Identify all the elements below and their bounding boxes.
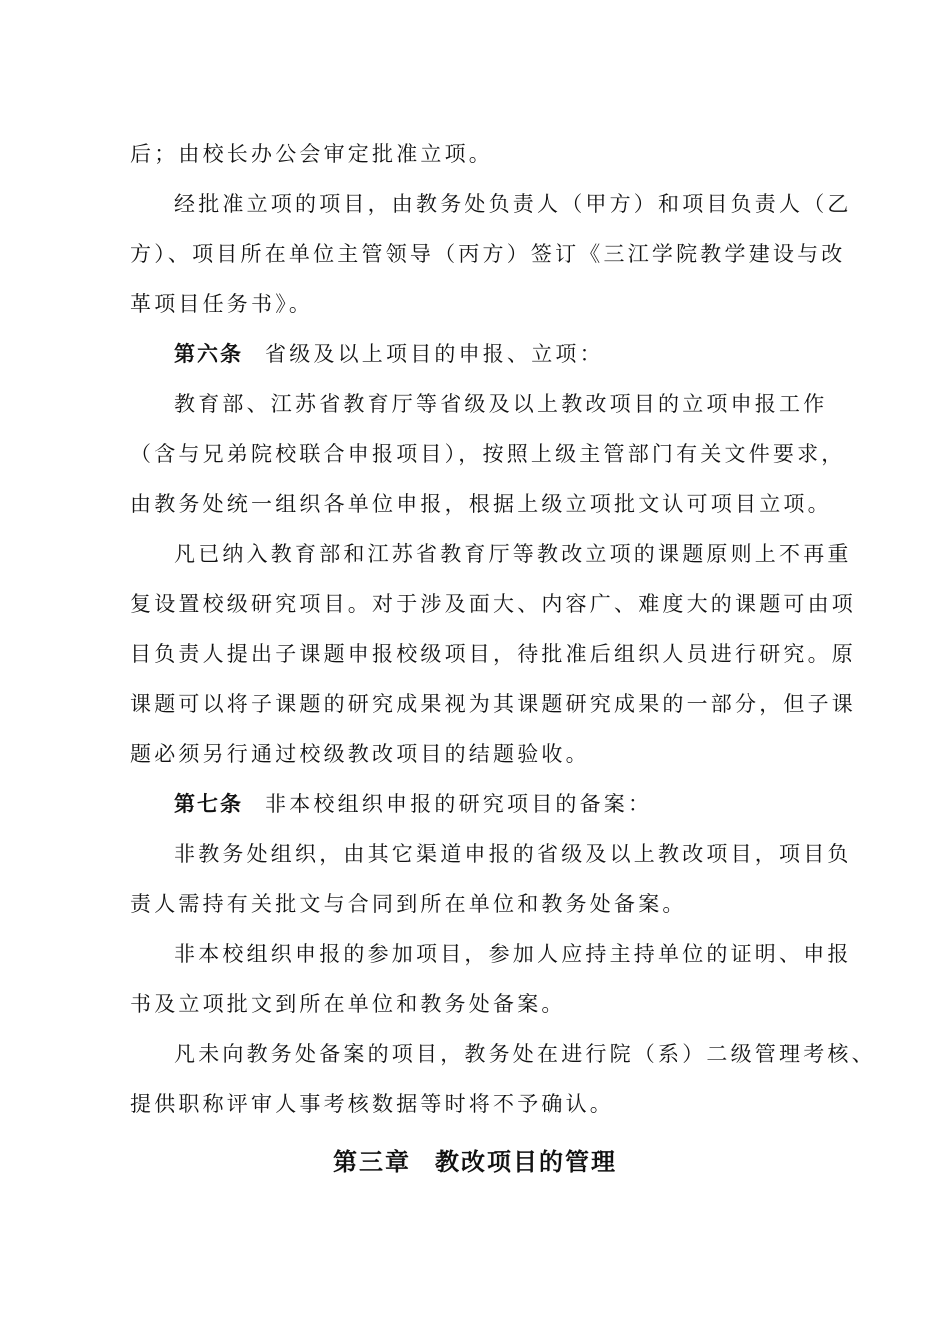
article-6-text: 省级及以上项目的申报、立项：	[265, 342, 604, 366]
paragraph-line: 提供职称评审人事考核数据等时将不予确认。	[130, 1092, 614, 1116]
article-7-label: 第七条	[174, 791, 243, 816]
article-6-heading	[174, 336, 604, 372]
paragraph-line: 凡未向教务处备案的项目，教务处在进行院（系）二级管理考核、	[174, 1042, 876, 1066]
article-6-label: 第六条	[174, 341, 243, 366]
paragraph-line: 责人需持有关批文与合同到所在单位和教务处备案。	[130, 892, 687, 916]
chapter-number: 第三章	[333, 1147, 411, 1176]
paragraph-line: 非教务处组织，由其它渠道申报的省级及以上教改项目，项目负	[174, 842, 852, 866]
paragraph-line: 非本校组织申报的参加项目，参加人应持主持单位的证明、申报	[174, 942, 852, 966]
paragraph-line: 由教务处统一组织各单位申报，根据上级立项批文认可项目立项。	[130, 492, 832, 516]
paragraph-line: 复设置校级研究项目。对于涉及面大、内容广、难度大的课题可由项	[130, 592, 856, 616]
paragraph-line: 革项目任务书》。	[130, 292, 314, 316]
paragraph-line: 目负责人提出子课题申报校级项目，待批准后组织人员进行研究。原	[130, 642, 856, 666]
paragraph-line: 经批准立项的项目，由教务处负责人（甲方）和项目负责人（乙	[174, 192, 852, 216]
chapter-heading	[0, 1142, 950, 1182]
paragraph-line: 课题可以将子课题的研究成果视为其课题研究成果的一部分，但子课	[130, 692, 856, 716]
paragraph-line: 后；由校长办公会审定批准立项。	[130, 142, 493, 166]
paragraph-line: 方）、项目所在单位主管领导（丙方）签订《三江学院教学建设与改	[130, 242, 846, 266]
article-7-text: 非本校组织申报的研究项目的备案：	[265, 792, 653, 816]
chapter-title: 教改项目的管理	[435, 1147, 617, 1176]
article-7-heading	[174, 786, 652, 822]
paragraph-line: 书及立项批文到所在单位和教务处备案。	[130, 992, 566, 1016]
paragraph-line: 凡已纳入教育部和江苏省教育厅等教改立项的课题原则上不再重	[174, 542, 852, 566]
paragraph-line: 教育部、江苏省教育厅等省级及以上教改项目的立项申报工作	[174, 392, 828, 416]
paragraph-line: （含与兄弟院校联合申报项目），按照上级主管部门有关文件要求，	[130, 442, 846, 466]
paragraph-line: 题必须另行通过校级教改项目的结题验收。	[130, 742, 590, 766]
